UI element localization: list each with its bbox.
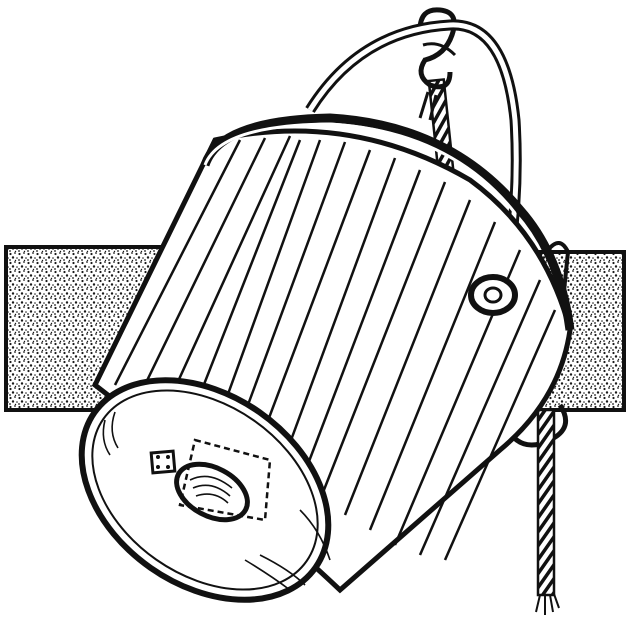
small-square-hole [151, 451, 175, 473]
